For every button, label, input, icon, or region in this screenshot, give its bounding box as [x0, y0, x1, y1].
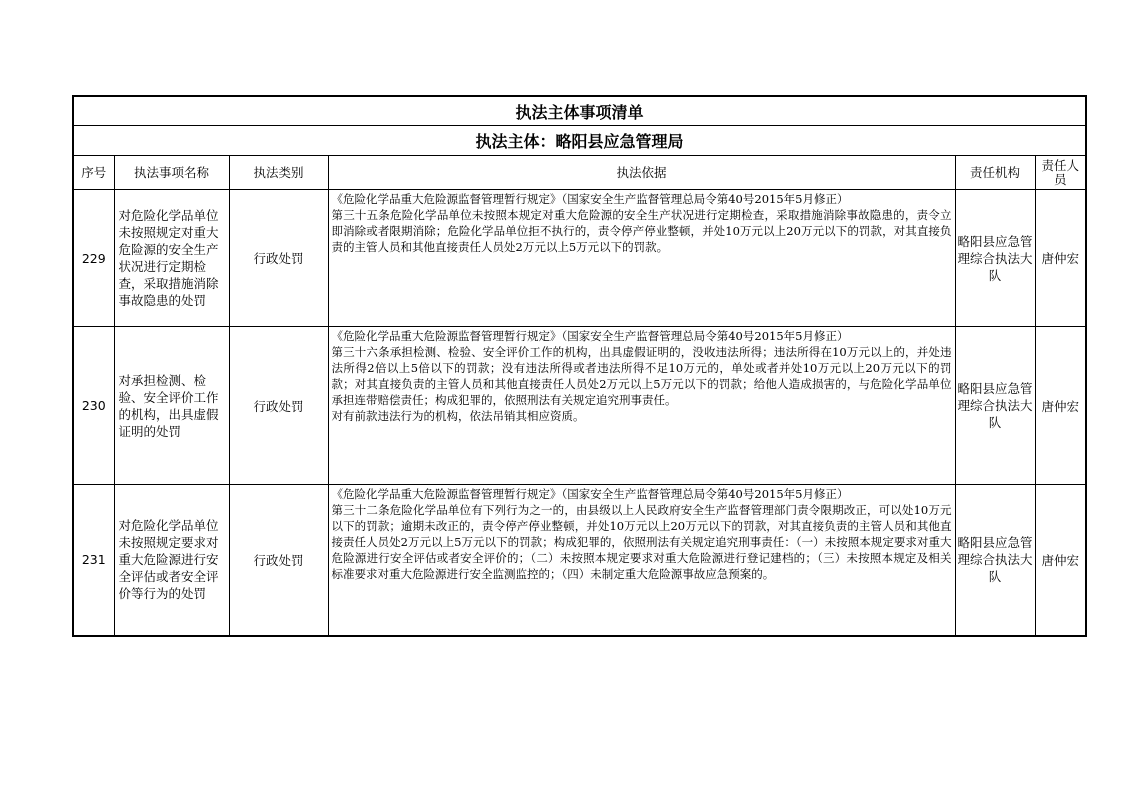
row-org: 略阳县应急管理综合执法大队	[955, 327, 1035, 485]
basis-article: 第三十六条承担检测、检验、安全评价工作的机构，出具虚假证明的，没收违法所得；违法所得在10万元以上的，并处违法所得2倍以上5倍以下的罚款；没有违法所得或者违法所得不足10万元的，单处或者并处10万元以上20万元以下的罚款；对其直接负责的主管人员和其他直接责任人员处2万元以上5万元以下的罚款；给他人造成损害的，与危险化学品单位承担连带赔偿责任；构成犯罪的，依照刑法有关规定追究刑事责任。	[331, 345, 952, 407]
row-seq: 231	[73, 485, 114, 636]
header-org: 责任机构	[955, 156, 1035, 190]
table-row	[73, 485, 1086, 636]
row-item-name: 对危险化学品单位未按照规定要求对重大危险源进行安全评估或者安全评价等行为的处罚	[114, 485, 229, 636]
row-person: 唐仲宏	[1035, 485, 1086, 636]
row-item-name: 对承担检测、检验、安全评价工作的机构，出具虚假证明的处罚	[114, 327, 229, 485]
table-row	[73, 190, 1086, 327]
basis-article-extra: 对有前款违法行为的机构，依法吊销其相应资质。	[331, 409, 585, 423]
enforcement-items-table	[72, 95, 1087, 637]
basis-article: 第三十五条危险化学品单位未按照本规定对重大危险源的安全生产状况进行定期检查，采取措施消除事故隐患的，责令立即消除或者限期消除；危险化学品单位拒不执行的，责令停产停业整顿，并处10万元以上20万元以下的罚款，对其直接负责的主管人员和其他直接责任人员处2万元以上5万元以下的罚款。	[331, 208, 952, 254]
enforcement-subject: 执法主体：略阳县应急管理局	[73, 126, 1086, 156]
document-title: 执法主体事项清单	[73, 96, 1086, 126]
basis-regulation: 《危险化学品重大危险源监督管理暂行规定》（国家安全生产监督管理总局令第40号2015年5月修正）	[331, 329, 849, 343]
header-basis: 执法依据	[328, 156, 955, 190]
row-org: 略阳县应急管理综合执法大队	[955, 485, 1035, 636]
header-person: 责任人员	[1035, 156, 1086, 190]
basis-regulation: 《危险化学品重大危险源监督管理暂行规定》（国家安全生产监督管理总局令第40号2015年5月修正）	[331, 487, 849, 501]
row-person: 唐仲宏	[1035, 327, 1086, 485]
row-type: 行政处罚	[229, 485, 328, 636]
subtitle-row	[73, 126, 1086, 156]
basis-regulation: 《危险化学品重大危险源监督管理暂行规定》（国家安全生产监督管理总局令第40号2015年5月修正）	[331, 192, 849, 206]
header-row	[73, 156, 1086, 190]
row-basis	[328, 485, 955, 636]
row-basis	[328, 190, 955, 327]
row-type: 行政处罚	[229, 327, 328, 485]
row-seq: 229	[73, 190, 114, 327]
header-type: 执法类别	[229, 156, 328, 190]
title-row	[73, 96, 1086, 126]
row-basis	[328, 327, 955, 485]
row-person: 唐仲宏	[1035, 190, 1086, 327]
header-name: 执法事项名称	[114, 156, 229, 190]
row-org: 略阳县应急管理综合执法大队	[955, 190, 1035, 327]
row-seq: 230	[73, 327, 114, 485]
row-type: 行政处罚	[229, 190, 328, 327]
header-seq: 序号	[73, 156, 114, 190]
row-item-name: 对危险化学品单位未按照规定对重大危险源的安全生产状况进行定期检查，采取措施消除事故隐患的处罚	[114, 190, 229, 327]
table-row	[73, 327, 1086, 485]
basis-article: 第三十二条危险化学品单位有下列行为之一的，由县级以上人民政府安全生产监督管理部门责令限期改正，可以处10万元以下的罚款；逾期未改正的，责令停产停业整顿，并处10万元以上20万元以下的罚款，对其直接负责的主管人员和其他直接责任人员处2万元以上5万元以下的罚款；构成犯罪的，依照刑法有关规定追究刑事责任：（一）未按照本规定要求对重大危险源进行安全评估或者安全评价的；（二）未按照本规定要求对重大危险源进行登记建档的；（三）未按照本规定及相关标准要求对重大危险源进行安全监测监控的；（四）未制定重大危险源事故应急预案的。	[331, 503, 952, 581]
